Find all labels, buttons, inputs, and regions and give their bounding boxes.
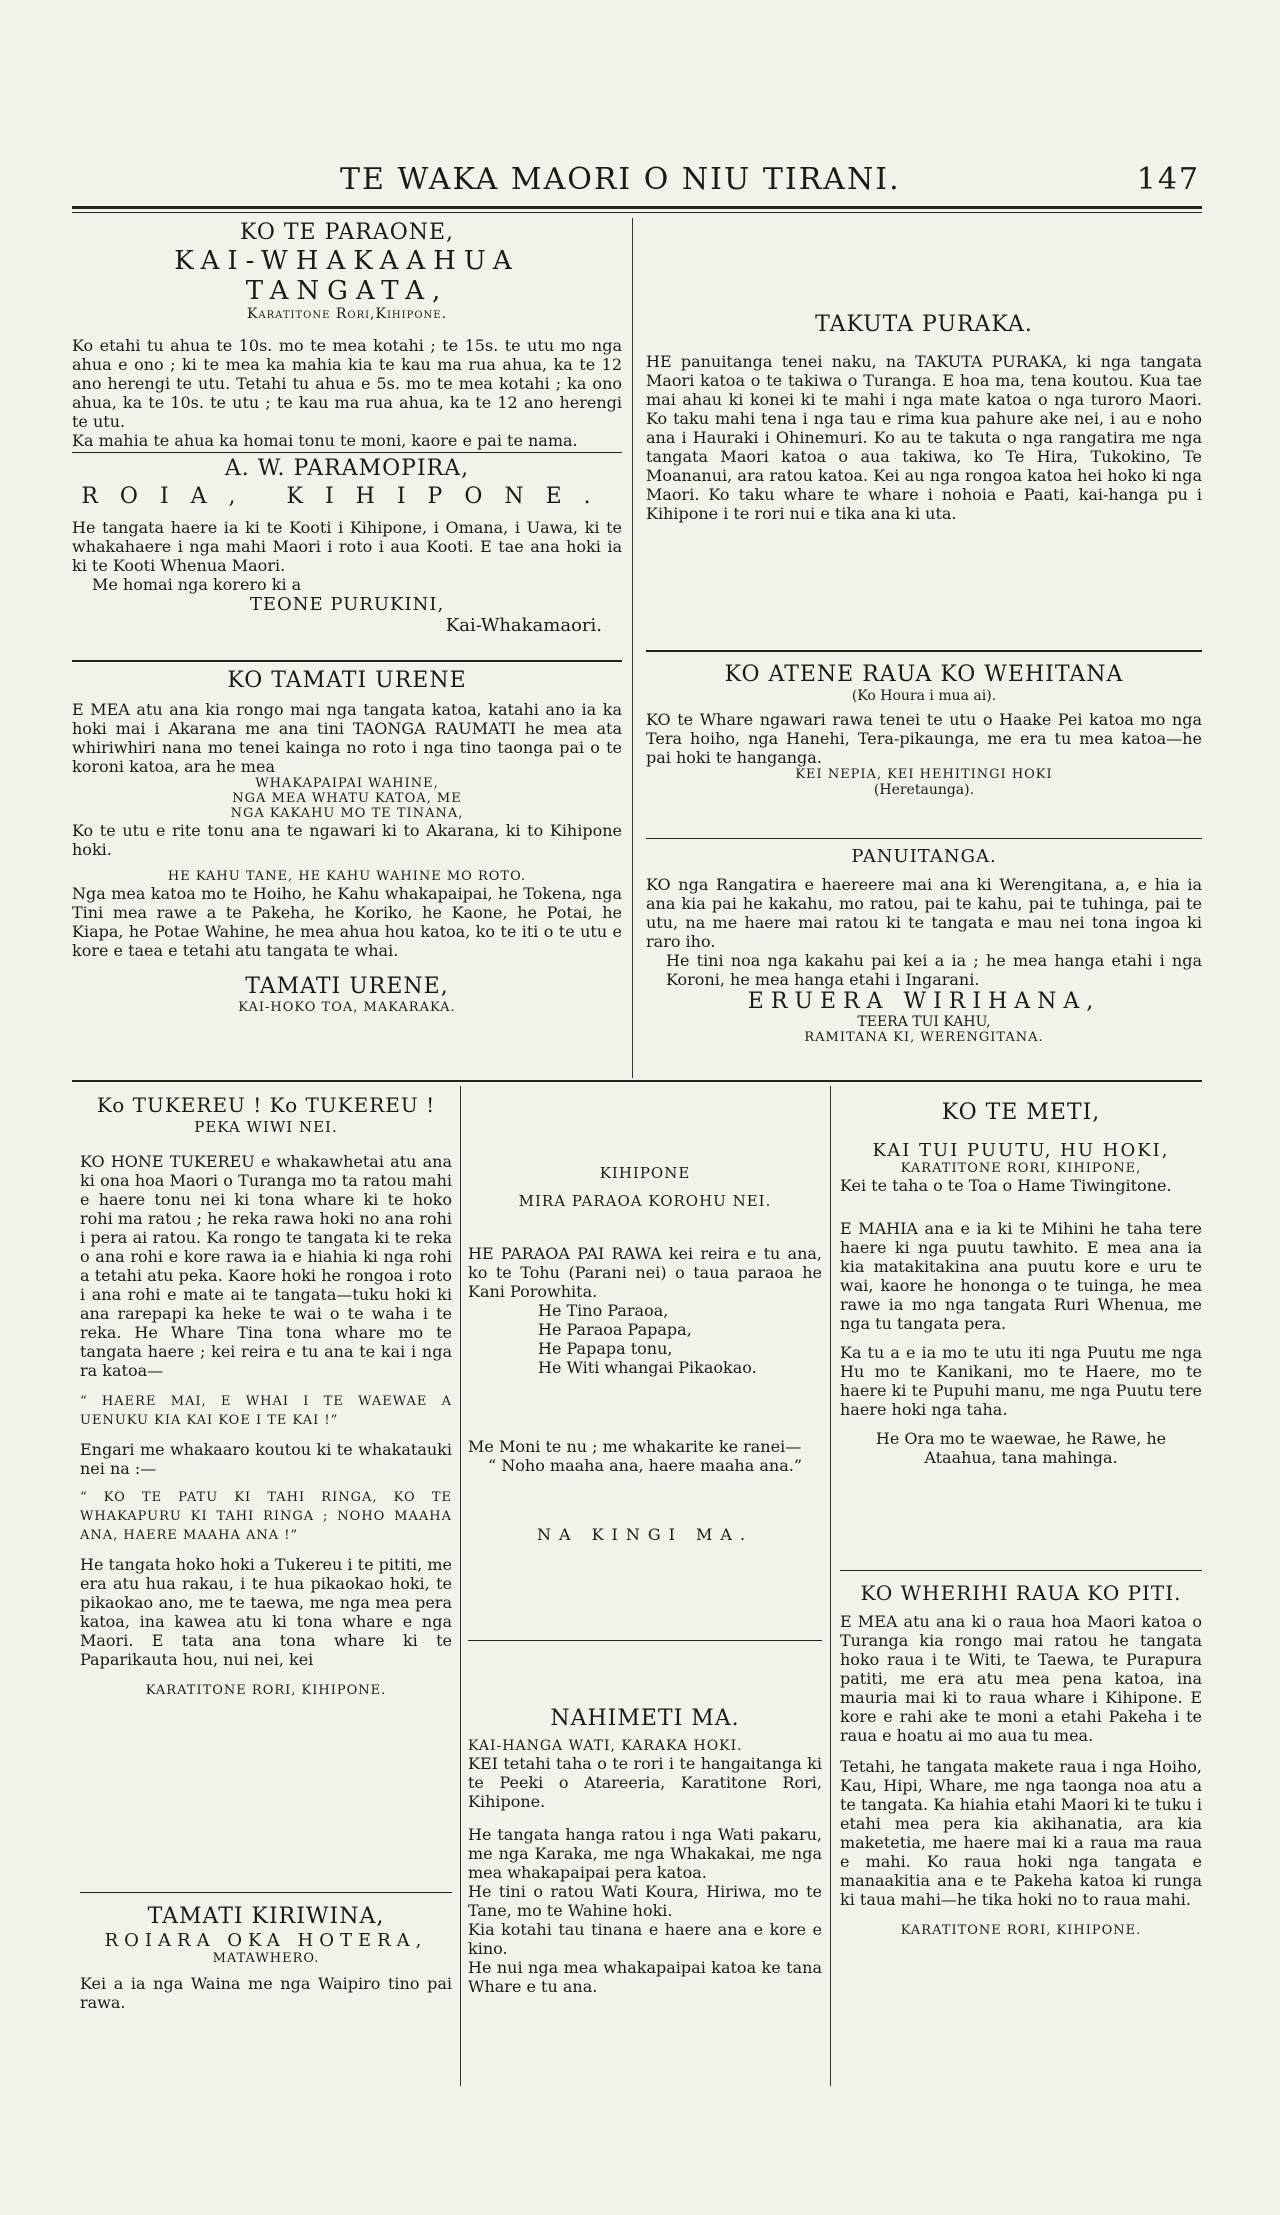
panuitanga-body-2: He tini noa nga kakahu pai kei a ia ; he mea hanga etahi i nga Koroni, he mea hanga etahi i Ingarani.	[666, 951, 1202, 989]
mira-body: HE PARAOA PAI RAWA kei reira e tu ana, ko te Tohu (Parani nei) o taua paraoa he Kani Porowhita.	[468, 1244, 822, 1301]
paraone-body: Ko etahi tu ahua te 10s. mo te mea kotahi ; te 15s. te utu mo nga ahua e ono ; ki te mea ka mahia kia te kau ma rua ahua, ka te 12 ano herengi te utu. Tetahi tu ahua e 5s. mo te mea kotahi ; ka ono ahua, ka te 10s. te utu ; te kau ma rua ahua, ka te 12 ano herengi te utu.	[72, 336, 622, 431]
section-rule	[80, 1892, 452, 1893]
kiriwina-place: MATAWHERO.	[212, 1951, 320, 1966]
urene-body-2: Ko te utu e rite tonu ana te ngawari ki to Akarana, ki to Kihipone hoki.	[72, 821, 622, 859]
werihi-body: E MEA atu ana ki o raua hoa Maori katoa o Turanga kia rongo mai ratou he tangata hoko raua i te Witi, te Taewa, te Purapura patiti, me era atu mea pena katoa, ina mauria mai ki to raua whare i Kihipone. E kore e rahi ake te moni a etahi Pakeha i te raua e hoatu ai mo aua tu mea.	[840, 1612, 1202, 1745]
mira-ad	[468, 1164, 822, 1544]
tukereu-sub: PEKA WIWI NEI.	[194, 1118, 338, 1136]
mira-money: Me Moni te nu ; me whakarite ke ranei—	[468, 1437, 802, 1456]
section-rule	[646, 838, 1202, 839]
nahimeti-body-5: He nui nga mea whakapaipai katoa ke tana Whare e tu ana.	[468, 1958, 822, 1996]
tukereu-heading: Ko TUKEREU ! Ko TUKEREU !	[96, 1093, 436, 1117]
werihi-signature: KARATITONE RORI, KIHIPONE.	[900, 1923, 1142, 1938]
section-rule	[72, 452, 622, 453]
nahimeti-sub: KAI-HANGA WATI, KARAKA HOKI.	[468, 1738, 743, 1754]
panuitanga-body: KO nga Rangatira e haereere mai ana ki Werengitana, a, e hia ia ana kia pai he kakahu, mo ratou, pai te kahu, pai te tuhinga, pai te utu, na me haere mai ratou ki te tangata e mau nei tona ingoa ki raro iho.	[646, 875, 1202, 951]
paramopira-contact: Me homai nga korero ki a	[92, 575, 302, 594]
section-rule	[468, 1640, 822, 1641]
paramopira-subhead: ROIA, KIHIPONE.	[81, 484, 613, 509]
urene-body: E MEA atu ana kia rongo mai nga tangata katoa, katahi ano ia ka hoki mai i Akarana me ana tini TAONGA RAUMATI he mea ata whiriwhiri nana mo tenei kainga no roto i nga tino taonga pai o te koroni katoa, ara he mea	[72, 700, 622, 776]
paraone-body-2: Ka mahia te ahua ka homai tonu te moni, kaore e pai te nama.	[72, 431, 578, 450]
atene-heading: KO ATENE RAUA KO WEHITANA	[724, 662, 1124, 687]
meti-place: KARATITONE RORI, KIHIPONE,	[900, 1161, 1142, 1176]
paraone-ad	[72, 220, 622, 450]
panuitanga-role: TEERA TUI KAHU,	[857, 1014, 991, 1030]
meti-subhead: KAI TUI PUUTU, HU HOKI,	[872, 1140, 1170, 1161]
column-divider	[632, 218, 633, 1078]
paramopira-role: Kai-Whakamaori.	[445, 615, 602, 636]
section-rule	[840, 1570, 1202, 1571]
mira-item: He Tino Paraoa,	[538, 1301, 669, 1320]
atene-places: KEI NEPIA, KEI HEHITINGI HOKI	[795, 767, 1053, 782]
meti-line: Kei te taha o te Toa o Hame Tiwingitone.	[840, 1176, 1172, 1195]
panuitanga-place: RAMITANA KI, WERENGITANA.	[804, 1030, 1044, 1045]
column-divider	[830, 1086, 831, 2086]
mira-sub: MIRA PARAOA KOROHU NEI.	[518, 1192, 772, 1210]
paraone-place: Karatitone Rori,Kihipone.	[246, 306, 448, 322]
tukereu-quote-2: “ KO TE PATU KI TAHI RINGA, KO TE WHAKAPURU KI TAHI RINGA ; NOHO MAAHA ANA, HAERE MAAHA ANA !”	[80, 1490, 452, 1543]
kiriwina-body: Kei a ia nga Waina me nga Waipiro tino pai rawa.	[80, 1974, 452, 2012]
panuitanga-ad	[646, 846, 1202, 1045]
panuitanga-signature: ERUERA WIRIHANA,	[747, 989, 1101, 1014]
meti-body-3: He Ora mo te waewae, he Rawe, he Ataahua, tana mahinga.	[875, 1429, 1167, 1467]
kiriwina-heading: TAMATI KIRIWINA,	[147, 1904, 385, 1929]
tukereu-quote: “ HAERE MAI, E WHAI I TE WAEWAE A UENUKU KIA KAI KOE I TE KAI !”	[80, 1394, 452, 1428]
mira-heading: KIHIPONE	[599, 1164, 691, 1182]
takuta-heading: TAKUTA PURAKA.	[815, 312, 1033, 337]
paraone-subhead: KAI-WHAKAAHUA TANGATA,	[174, 246, 520, 306]
werihi-ad	[840, 1580, 1202, 1938]
meti-ad	[840, 1100, 1202, 1467]
tukereu-body-2: Engari me whakaaro koutou ki te whakatauki nei na :—	[80, 1440, 452, 1478]
nahimeti-body-2: He tangata hanga ratou i nga Wati pakaru, me nga Karaka, me nga Whakakai, me nga mea whakapaipai pera katoa.	[468, 1825, 822, 1882]
urene-line-1: WHAKAPAIPAI WAHINE,	[255, 776, 439, 791]
nahimeti-body-4: Kia kotahi tau tinana e haere ana e kore e kino.	[468, 1920, 822, 1958]
tukereu-body: KO HONE TUKEREU e whakawhetai atu ana ki ona hoa Maori o Turanga mo ta ratou mahi e haere tonu nei ki tona whare ki te hoko rohi ma ratou ; he reka rawa hoki no ana rohi i pera ai ratou. Ka rongo te tangata ki te reka o ana rohi e kore rawa ia e hiahia ki nga rohi a tetahi atu peka. Kaore hoki he rongoa i roto i ana rohi e mate ai te tangata—tuku hoki ki ana rarepapi ka heke te wai o te waha i te reka. He Whare Tina tona whare mo te tangata haere ; kei reira e tu ana te kai i nga ra katoa—	[80, 1152, 452, 1380]
takuta-ad	[646, 312, 1202, 523]
urene-body-3: Nga mea katoa mo te Hoiho, he Kahu whakapaipai, he Tokena, nga Tini mea rawe a te Pakeha, he Koriko, he Kaone, he Potai, he Kiapa, he Potae Wahine, he mea ahua hou katoa, ko te iti o te utu e kore e taea e tetahi atu tangata te whai.	[72, 884, 622, 960]
kiriwina-ad	[80, 1904, 452, 2012]
kiriwina-subhead: ROIARA OKA HOTERA,	[104, 1930, 428, 1951]
urene-line-4: HE KAHU TANE, HE KAHU WAHINE MO ROTO.	[167, 869, 527, 884]
column-divider	[460, 1086, 461, 2086]
section-rule	[72, 660, 622, 662]
urene-signature: TAMATI URENE,	[245, 974, 449, 999]
werihi-body-2: Tetahi, he tangata makete raua i nga Hoiho, Kau, Hipi, Whare, me nga taonga noa atu a te tangata. Ka hiahia etahi Maori ki te tuku i etahi mea pera kia akihanatia, ara kia maketetia, me haere mai ki a raua ma raua e mahi. Ko raua hoki nga tangata e manaakitia ana e te Pakeha katoa ki runga ki taua mahi—he tika hoki no to raua mahi.	[840, 1757, 1202, 1909]
urene-heading: KO TAMATI URENE	[227, 668, 467, 693]
paramopira-ad	[72, 456, 622, 636]
paramopira-heading: A. W. PARAMOPIRA,	[224, 456, 470, 481]
meti-body: E MAHIA ana e ia ki te Mihini he taha tere haere ki nga puutu tawhito. E mea ana ia kia matakitakina ana puutu kore e uru te wai, kaore he hononga o te tuinga, he mea rawe ia mo nga tangata Ruri Whenua, me nga tu tangata pera.	[840, 1219, 1202, 1333]
meti-heading: KO TE METI,	[941, 1100, 1101, 1125]
tukereu-ad	[80, 1092, 452, 1698]
panuitanga-heading: PANUITANGA.	[851, 846, 997, 867]
section-rule	[646, 650, 1202, 652]
mira-item: He Papapa tonu,	[538, 1339, 673, 1358]
mira-item: He Paraoa Papapa,	[538, 1320, 692, 1339]
mid-rule	[72, 1080, 1202, 1082]
mira-signature: NA KINGI MA.	[536, 1525, 754, 1544]
paramopira-signature: TEONE PURUKINI,	[249, 594, 445, 615]
atene-ad	[646, 662, 1202, 798]
nahimeti-body: KEI tetahi taha o te rori i te hangaitanga ki te Peeki o Atareeria, Karatitone Rori, Kihipone.	[468, 1754, 822, 1811]
urene-ad	[72, 668, 622, 1015]
meti-body-2: Ka tu a e ia mo te utu iti nga Puutu me nga Hu mo te Kanikani, mo te Haere, mo te haere ki te Pupuhi manu, me nga Puutu tere haere hoki nga taha.	[840, 1343, 1202, 1419]
urene-role: KAI-HOKO TOA, MAKARAKA.	[238, 1000, 456, 1015]
tukereu-signature: KARATITONE RORI, KIHIPONE.	[145, 1683, 387, 1698]
header-rule-thin	[72, 212, 1202, 213]
takuta-body: HE panuitanga tenei naku, na TAKUTA PURAKA, ki nga tangata Maori katoa o te takiwa o Turanga. E hoa ma, tena koutou. Kua tae mai ahau ki konei ki te mahi i nga mate katoa o nga turoro Maori. Ko taku mahi tena i nga tau e rima kua pahure ake nei, i au e noho ana i Hauraki i Ohinemuri. Ko au te takuta o nga rangatira me nga tangata Maori katoa o aua takiwa, ko Te Hira, Tukokino, Te Moananui, ara ratou katoa. Kei au nga rongoa katoa hei hoko ki nga Maori. Ko taku whare te whare i nohoia e Paati, kai-hanga pu i Kihipone i te rori nui e tika ana ki uta.	[646, 352, 1202, 523]
urene-line-2: NGA MEA WHATU KATOA, ME	[232, 791, 462, 806]
nahimeti-ad	[468, 1706, 822, 1996]
atene-region: (Heretaunga).	[873, 782, 975, 798]
mira-item: He Witi whangai Pikaokao.	[538, 1358, 757, 1377]
nahimeti-body-3: He tini o ratou Wati Koura, Hiriwa, mo te Tane, mo te Wahine hoki.	[468, 1882, 822, 1920]
header-rule	[72, 206, 1202, 209]
atene-sub: (Ko Houra i mua ai).	[851, 688, 997, 704]
page-number: 147	[1136, 162, 1200, 197]
paraone-heading: KO TE PARAONE,	[239, 220, 455, 245]
werihi-heading: KO WHERIHI RAUA KO PITI.	[860, 1581, 1182, 1605]
urene-line-3: NGA KAKAHU MO TE TINANA,	[230, 806, 464, 821]
mira-saying: “ Noho maaha ana, haere maaha ana.”	[488, 1456, 802, 1475]
atene-body: KO te Whare ngawari rawa tenei te utu o Haake Pei katoa mo nga Tera hoiho, nga Hanehi, Tera-pikaunga, me era tu mea katoa—he pai hoki te hanganga.	[646, 710, 1202, 767]
page-title: TE WAKA MAORI O NIU TIRANI.	[340, 162, 901, 197]
nahimeti-heading: NAHIMETI MA.	[550, 1706, 740, 1731]
tukereu-body-3: He tangata hoko hoki a Tukereu i te pititi, me era atu hua rakau, i te hua pikaokao hoki, te pikaokao ano, me te taewa, me nga mea pera katoa, ina kawea atu ki tona whare e nga Maori. E tata ana tona whare ki te Paparikauta hou, nui nei, kei	[80, 1555, 452, 1669]
paramopira-body: He tangata haere ia ki te Kooti i Kihipone, i Omana, i Uawa, ki te whakahaere i nga mahi Maori i roto i aua Kooti. E tae ana hoki ia ki te Kooti Whenua Maori.	[72, 518, 622, 575]
